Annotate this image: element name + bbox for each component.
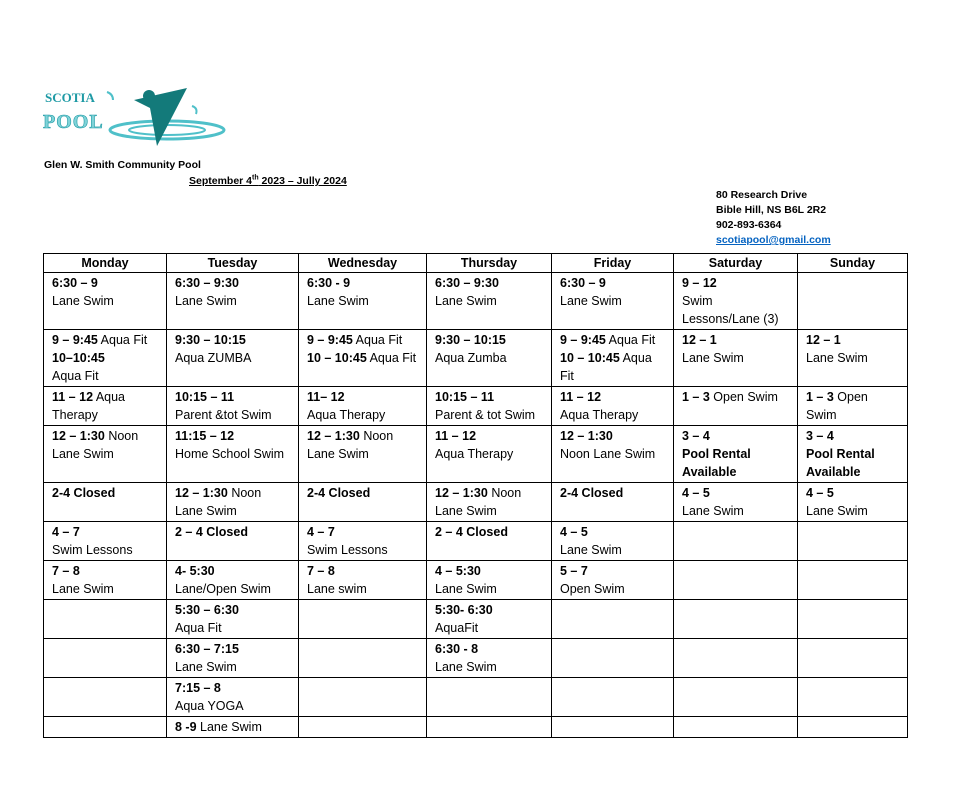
session-time: 8 -9 <box>175 720 197 734</box>
session-time: 12 – 1 <box>806 333 841 347</box>
schedule-cell-thursday <box>427 600 552 639</box>
schedule-row <box>44 639 908 678</box>
session-activity: Lane Swim <box>560 294 622 308</box>
season-dates <box>189 175 347 187</box>
session-activity: Open Swim <box>560 582 625 596</box>
session-time: 11 – 12 <box>435 429 477 443</box>
schedule-row <box>44 273 908 330</box>
schedule-cell-tuesday <box>167 717 299 738</box>
season-end: 2023 – Jully 2024 <box>258 175 347 187</box>
schedule-cell-friday <box>552 426 674 483</box>
session-activity: Aqua Therapy <box>560 408 639 422</box>
session-time: 1 – 3 <box>682 390 710 404</box>
session-activity: Open Swim <box>713 390 778 404</box>
session-activity: AquaFit <box>435 621 479 635</box>
session-activity: Aqua Fit <box>355 333 403 347</box>
session-activity: Lane Swim <box>682 351 744 365</box>
schedule-cell-thursday <box>427 426 552 483</box>
session-time: 4 – 5 <box>682 486 710 500</box>
schedule-row <box>44 717 908 738</box>
session-activity: Lane Swim <box>307 294 369 308</box>
session-activity: Lane swim <box>307 582 367 596</box>
session-time: 9:30 – 10:15 <box>435 333 506 347</box>
schedule-cell-tuesday <box>167 273 299 330</box>
session-activity: Lane Swim <box>175 294 237 308</box>
schedule-cell-tuesday <box>167 522 299 561</box>
schedule-cell-saturday <box>674 387 798 426</box>
schedule-cell-monday <box>44 678 167 717</box>
session-activity: Home School Swim <box>175 447 285 461</box>
schedule-cell-sunday <box>798 426 908 483</box>
session-activity: Noon Lane Swim <box>52 429 139 461</box>
schedule-cell-wednesday <box>299 330 427 387</box>
schedule-cell-friday <box>552 561 674 600</box>
schedule-row <box>44 522 908 561</box>
session-time: 10–10:45 <box>52 351 105 365</box>
schedule-cell-friday <box>552 600 674 639</box>
scotia-pool-logo <box>42 86 227 148</box>
session-time: 5 – 7 <box>560 564 588 578</box>
session-time: 12 – 1:30 <box>435 486 488 500</box>
session-time: 11 – 12 <box>52 390 94 404</box>
schedule-cell-sunday <box>798 639 908 678</box>
day-header-thursday: Thursday <box>427 254 552 273</box>
schedule-cell-monday <box>44 561 167 600</box>
session-activity: Aqua Fit <box>100 333 148 347</box>
schedule-cell-wednesday <box>299 387 427 426</box>
schedule-cell-monday <box>44 522 167 561</box>
schedule-cell-wednesday <box>299 561 427 600</box>
session-time: 2 – 4 Closed <box>435 525 508 539</box>
schedule-cell-friday <box>552 273 674 330</box>
email-link[interactable]: scotiapool@gmail.com <box>716 234 831 246</box>
address-line1: 80 Research Drive <box>716 189 808 201</box>
session-time: 11 – 12 <box>560 390 602 404</box>
day-header-sunday: Sunday <box>798 254 908 273</box>
schedule-cell-friday <box>552 639 674 678</box>
session-activity: Lane Swim <box>200 720 262 734</box>
schedule-cell-tuesday <box>167 483 299 522</box>
schedule-cell-saturday <box>674 561 798 600</box>
session-activity: Aqua Therapy <box>435 447 514 461</box>
schedule-cell-monday <box>44 273 167 330</box>
schedule-cell-thursday <box>427 678 552 717</box>
session-time: 5:30- 6:30 <box>435 603 493 617</box>
session-activity: Lane/Open Swim <box>175 582 271 596</box>
schedule-cell-saturday <box>674 600 798 639</box>
schedule-cell-friday <box>552 678 674 717</box>
schedule-cell-wednesday <box>299 522 427 561</box>
logo-text-bottom: POOL <box>43 111 104 133</box>
schedule-cell-tuesday <box>167 330 299 387</box>
session-activity: Noon Lane Swim <box>435 486 522 518</box>
schedule-cell-tuesday <box>167 678 299 717</box>
session-time: 2 – 4 Closed <box>175 525 248 539</box>
session-time: 10 – 10:45 <box>307 351 367 365</box>
schedule-cell-sunday <box>798 387 908 426</box>
schedule-cell-monday <box>44 600 167 639</box>
session-time: 3 – 4 <box>682 429 710 443</box>
session-time: 6:30 – 9 <box>560 276 606 290</box>
session-time: 7:15 – 8 <box>175 681 221 695</box>
schedule-cell-tuesday <box>167 387 299 426</box>
session-activity: Aqua Zumba <box>435 351 507 365</box>
session-activity: Lane Swim <box>806 351 868 365</box>
schedule-cell-sunday <box>798 330 908 387</box>
schedule-cell-thursday <box>427 561 552 600</box>
session-activity: Parent &tot Swim <box>175 408 272 422</box>
session-activity: Aqua Fit <box>175 621 222 635</box>
session-time: 9 – 9:45 <box>52 333 98 347</box>
schedule-cell-friday <box>552 387 674 426</box>
contact-block <box>716 188 831 248</box>
day-header-row <box>44 254 908 273</box>
schedule-cell-tuesday <box>167 600 299 639</box>
session-activity: Lane Swim <box>435 294 497 308</box>
session-activity: Swim Lessons <box>307 543 388 557</box>
schedule-row <box>44 426 908 483</box>
session-time: 2-4 Closed <box>307 486 371 500</box>
schedule-row <box>44 600 908 639</box>
session-activity: Aqua ZUMBA <box>175 351 252 365</box>
schedule-cell-thursday <box>427 330 552 387</box>
session-time: 4 – 7 <box>307 525 335 539</box>
schedule-cell-monday <box>44 387 167 426</box>
schedule-cell-tuesday <box>167 639 299 678</box>
schedule-row <box>44 561 908 600</box>
day-header-monday: Monday <box>44 254 167 273</box>
session-time: 3 – 4 <box>806 429 834 443</box>
session-time: 12 – 1:30 <box>307 429 360 443</box>
schedule-cell-friday <box>552 330 674 387</box>
session-time: 12 – 1:30 <box>175 486 228 500</box>
schedule-row <box>44 330 908 387</box>
schedule-cell-monday <box>44 330 167 387</box>
session-time: 4 – 7 <box>52 525 80 539</box>
session-time: 12 – 1:30 <box>52 429 105 443</box>
address-line2: Bible Hill, NS B6L 2R2 <box>716 204 827 216</box>
schedule-cell-thursday <box>427 387 552 426</box>
day-header-friday: Friday <box>552 254 674 273</box>
session-activity: Noon Lane Swim <box>307 429 394 461</box>
schedule-cell-monday <box>44 426 167 483</box>
session-time: 9 – 9:45 <box>560 333 606 347</box>
session-time: 10:15 – 11 <box>435 390 495 404</box>
session-activity: Swim Lessons <box>52 543 133 557</box>
session-activity: Aqua Therapy <box>52 390 126 422</box>
session-activity: Aqua Therapy <box>307 408 386 422</box>
session-activity: Lane Swim <box>52 582 114 596</box>
session-activity: Aqua YOGA <box>175 699 244 713</box>
session-activity: Lane Swim <box>560 543 622 557</box>
schedule-cell-wednesday <box>299 600 427 639</box>
schedule-cell-saturday <box>674 522 798 561</box>
session-activity: Aqua Fit <box>52 369 99 383</box>
schedule-cell-wednesday <box>299 426 427 483</box>
schedule-cell-saturday <box>674 678 798 717</box>
session-time: 6:30 – 9:30 <box>175 276 239 290</box>
schedule-cell-saturday <box>674 273 798 330</box>
phone-number: 902-893-6364 <box>716 219 782 231</box>
schedule-row <box>44 678 908 717</box>
schedule-cell-monday <box>44 483 167 522</box>
schedule-cell-saturday <box>674 330 798 387</box>
session-time: 6:30 - 8 <box>435 642 479 656</box>
session-activity: Lane Swim <box>806 504 868 518</box>
session-activity: Lane Swim <box>435 582 497 596</box>
schedule-cell-thursday <box>427 522 552 561</box>
session-activity: Lane Swim <box>52 294 114 308</box>
session-time: 2-4 Closed <box>560 486 624 500</box>
session-time: 7 – 8 <box>52 564 80 578</box>
schedule-cell-thursday <box>427 483 552 522</box>
session-time: 9 – 9:45 <box>307 333 353 347</box>
session-time: 1 – 3 <box>806 390 834 404</box>
day-header-tuesday: Tuesday <box>167 254 299 273</box>
schedule-cell-friday <box>552 717 674 738</box>
logo-text-top: SCOTIA <box>45 90 95 105</box>
season-start: September 4 <box>189 175 253 187</box>
session-activity: Parent & tot Swim <box>435 408 536 422</box>
session-time: 4- 5:30 <box>175 564 215 578</box>
session-activity: Noon Lane Swim <box>175 486 262 518</box>
schedule-cell-sunday <box>798 561 908 600</box>
schedule-table <box>43 253 908 738</box>
schedule-row <box>44 483 908 522</box>
schedule-cell-thursday <box>427 273 552 330</box>
schedule-row <box>44 387 908 426</box>
session-time: 12 – 1:30 <box>560 429 613 443</box>
session-time: 4 – 5 <box>806 486 834 500</box>
season-ordinal: th <box>252 174 259 182</box>
session-time: 10 – 10:45 <box>560 351 620 365</box>
schedule-cell-wednesday <box>299 678 427 717</box>
session-activity: Lane Swim <box>175 660 237 674</box>
schedule-cell-saturday <box>674 639 798 678</box>
schedule-cell-saturday <box>674 483 798 522</box>
session-time: 4 – 5 <box>560 525 588 539</box>
schedule-cell-sunday <box>798 483 908 522</box>
session-time: 9:30 – 10:15 <box>175 333 246 347</box>
day-header-wednesday: Wednesday <box>299 254 427 273</box>
schedule-cell-friday <box>552 483 674 522</box>
schedule-cell-wednesday <box>299 717 427 738</box>
session-activity: Lane Swim <box>435 660 497 674</box>
session-time: 11– 12 <box>307 390 345 404</box>
session-time: 10:15 – 11 <box>175 390 235 404</box>
schedule-cell-sunday <box>798 678 908 717</box>
session-activity: Lane Swim <box>682 504 744 518</box>
day-header-saturday: Saturday <box>674 254 798 273</box>
session-time: 9 – 12 <box>682 276 717 290</box>
schedule-cell-sunday <box>798 717 908 738</box>
schedule-cell-thursday <box>427 717 552 738</box>
session-time: 2-4 Closed <box>52 486 116 500</box>
session-time: 7 – 8 <box>307 564 335 578</box>
schedule-cell-saturday <box>674 717 798 738</box>
session-time: 11:15 – 12 <box>175 429 235 443</box>
session-time: 5:30 – 6:30 <box>175 603 239 617</box>
session-activity: Swim Lessons/Lane (3) <box>682 294 779 326</box>
session-activity: Pool Rental Available <box>682 447 751 479</box>
schedule-cell-saturday <box>674 426 798 483</box>
schedule-cell-wednesday <box>299 273 427 330</box>
schedule-cell-monday <box>44 717 167 738</box>
schedule-cell-wednesday <box>299 483 427 522</box>
session-time: 6:30 – 7:15 <box>175 642 239 656</box>
schedule-cell-tuesday <box>167 561 299 600</box>
session-time: 12 – 1 <box>682 333 717 347</box>
session-activity: Aqua Fit <box>560 351 652 383</box>
schedule-cell-thursday <box>427 639 552 678</box>
schedule-cell-sunday <box>798 273 908 330</box>
schedule-cell-sunday <box>798 522 908 561</box>
session-activity: Open Swim <box>806 390 868 422</box>
session-activity: Aqua Fit <box>369 351 417 365</box>
pool-name: Glen W. Smith Community Pool <box>44 159 201 171</box>
session-time: 4 – 5:30 <box>435 564 481 578</box>
session-activity: Pool Rental Available <box>806 447 875 479</box>
session-time: 6:30 – 9:30 <box>435 276 499 290</box>
schedule-cell-wednesday <box>299 639 427 678</box>
schedule-cell-friday <box>552 522 674 561</box>
session-activity: Aqua Fit <box>608 333 656 347</box>
session-time: 6:30 – 9 <box>52 276 98 290</box>
session-activity: Noon Lane Swim <box>560 447 656 461</box>
session-time: 6:30 - 9 <box>307 276 351 290</box>
schedule-cell-monday <box>44 639 167 678</box>
schedule-cell-tuesday <box>167 426 299 483</box>
schedule-cell-sunday <box>798 600 908 639</box>
